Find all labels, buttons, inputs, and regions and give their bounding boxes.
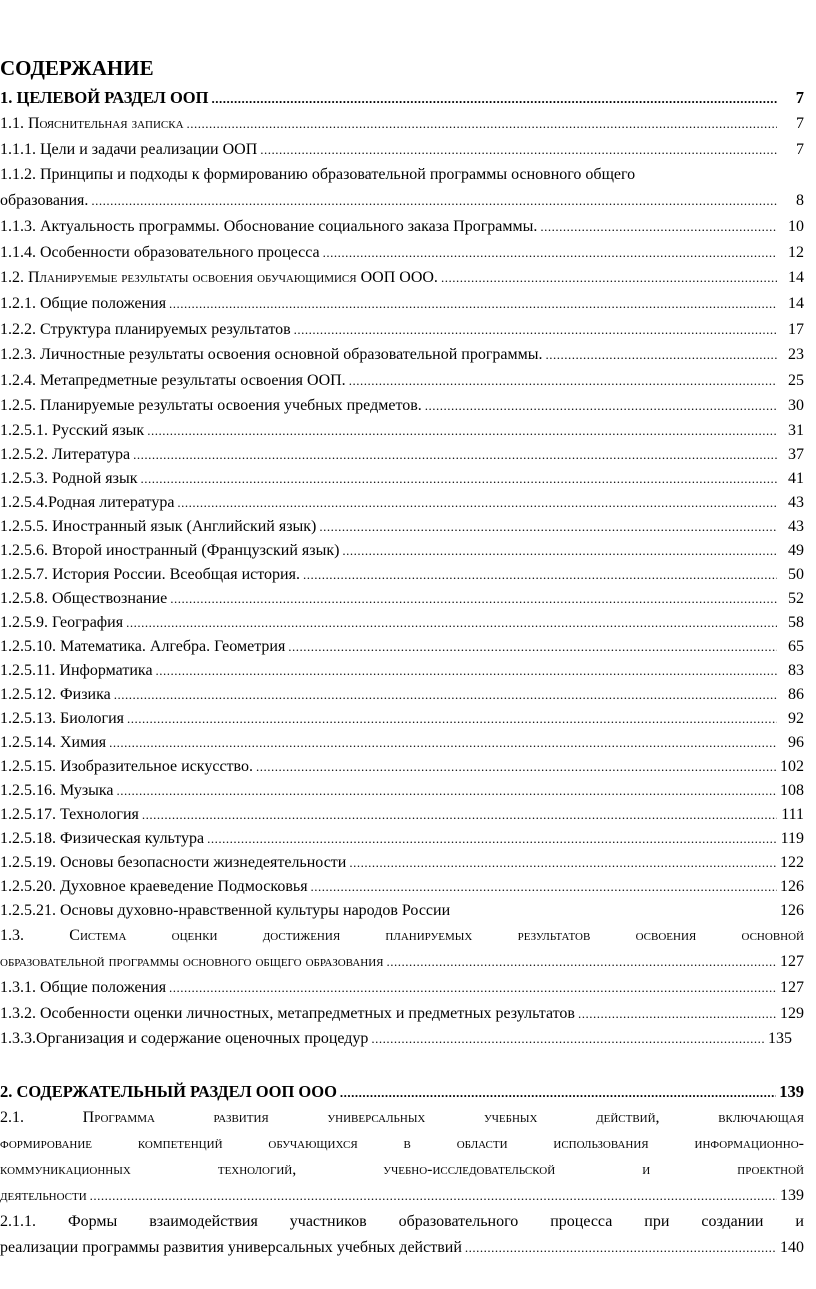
toc-leader [387,949,778,975]
toc-entry-page: 37 [788,445,804,463]
toc-entry[interactable] [0,1001,804,1027]
toc-entry-title: 1.3.2. Особенности оценки личностных, метапредметных и предметных результатов [0,1004,575,1022]
toc-entry-page: 119 [780,829,804,847]
toc-entry-page: 43 [788,493,804,511]
toc-leader [156,659,777,683]
toc-leader [349,851,777,875]
toc-entry-title: 1.2.5.5. Иностранный язык (Английский язык) [0,517,317,535]
toc-entry-title: 1.1.4. Особенности образовательного процесса [0,243,320,261]
toc-leader [187,111,777,137]
toc-leader [170,587,777,611]
toc-entry-title: 1.2.5.3. Родной язык [0,469,138,487]
toc-entry-title-line [0,162,804,188]
toc-entry-page: 127 [780,952,804,970]
toc-leader [323,240,777,266]
toc-leader [91,188,777,214]
toc-entry[interactable] [0,731,804,755]
toc-leader [311,875,777,899]
toc-entry-page: 135 [768,1030,792,1048]
toc-entry[interactable] [0,419,804,443]
toc-entry-last-line [0,1235,804,1261]
toc-entry-page: 7 [795,88,804,107]
toc-entry-page: 14 [788,269,804,287]
toc-entry-page: 65 [788,637,804,655]
toc-entry[interactable] [0,291,804,317]
toc-entry[interactable] [0,491,804,515]
toc-entry-title: 1.1.2. Принципы и подходы к формированию образовательной программы основного общего [0,166,636,184]
toc-entry[interactable] [0,368,804,394]
toc-entry-title: образования. [0,192,89,210]
toc-entry-title: 1.3.3.Организация и содержание оценочных процедур [0,1030,369,1048]
toc-entry[interactable] [0,875,804,899]
toc-entry[interactable] [0,899,804,923]
toc-entry-title: 1.2.5.13. Биология [0,709,125,727]
toc-entry-page: 129 [780,1004,804,1022]
toc-leader [540,214,777,240]
toc-entry[interactable] [0,683,804,707]
toc-leader [340,1079,776,1105]
toc-entry-page: 126 [780,901,804,919]
toc-leader [169,975,777,1001]
toc-entry-page: 49 [788,541,804,559]
toc-entry[interactable] [0,827,804,851]
toc-entry-page: 108 [780,781,804,799]
toc-entry-last-line [0,188,804,214]
toc-entry[interactable] [0,707,804,731]
toc-entry-title: 1.2.5.8. Обществознание [0,589,168,607]
toc-leader [319,515,777,539]
toc-entry-title: 1.2.3. Личностные результаты освоения основной образовательной программы. [0,346,543,364]
toc-entry-page: 7 [796,140,804,158]
toc-leader [578,1001,777,1027]
toc-entry[interactable] [0,563,804,587]
toc-entry-title: 1.2.1. Общие положения [0,294,167,312]
toc-entry-page: 126 [780,877,804,895]
toc-entry-title: 1.2.5.10. Математика. Алгебра. Геометрия [0,637,286,655]
toc-entry-title: реализации программы развития универсальных учебных действий [0,1238,462,1256]
toc-entry[interactable] [0,214,804,240]
toc-entry[interactable] [0,317,804,343]
toc-entry-page: 122 [780,853,804,871]
toc-entry[interactable] [0,137,804,163]
toc-entry-title: 1.2.5.6. Второй иностранный (Французский язык) [0,541,340,559]
toc-entry-title-line [0,1157,804,1183]
toc-entry-title: 1.2.5. Планируемые результаты освоения учебных предметов. [0,397,422,415]
toc-entry-title: 1.2.5.4.Родная литература [0,493,175,511]
toc-entry[interactable] [0,755,804,779]
toc-entry-page: 52 [788,589,804,607]
toc-entry-page: 83 [788,661,804,679]
toc-entry[interactable] [0,779,804,803]
toc-entry-title: 1.2.5.7. История России. Всеобщая история. [0,565,300,583]
toc-entry-page: 43 [788,517,804,535]
toc-entry-title: 2.1. Программа развития универсальных учебных действий, включающая [0,1108,804,1126]
toc-entry[interactable] [0,1078,804,1105]
toc-entry-title: 1.2.5.1. Русский язык [0,421,145,439]
toc-entry-title-line [0,1105,804,1131]
toc-entry-page: 17 [788,320,804,338]
toc-entry-title: 2.1.1. Формы взаимодействия участников образовательного процесса при создании и [0,1212,804,1230]
toc-entry-title: 1.2.5.11. Информатика [0,661,153,679]
toc-entry-title: 1.2.5.19. Основы безопасности жизнедеятельности [0,853,347,871]
toc-entry-page: 23 [788,346,804,364]
toc-entry-page: 7 [796,115,804,132]
toc-leader [133,443,777,467]
toc-entry-title: 1.2.4. Метапредметные результаты освоения ООП. [0,371,346,389]
toc-entry[interactable] [0,975,804,1001]
toc-leader [256,755,777,779]
toc-entry-title: 1.2.5.18. Физическая культура [0,829,205,847]
toc-entry-page: 86 [788,685,804,703]
toc-entry-title: 1.1.3. Актуальность программы. Обоснование социального заказа Программы. [0,218,538,236]
toc-entry-title: коммуникационных технологий, учебно-исследовательской и проектной [0,1160,804,1178]
toc-entry[interactable] [0,515,804,539]
toc-entry[interactable] [0,265,804,291]
toc-leader [303,563,777,587]
toc-entry-page: 127 [780,978,804,996]
toc-entry[interactable] [0,659,804,683]
toc-entry[interactable] [0,539,804,563]
toc-entry-page: 92 [788,709,804,727]
toc-entry-last-line [0,1183,804,1209]
toc-entry-page: 30 [788,397,804,415]
toc-entry-title: 1. ЦЕЛЕВОЙ РАЗДЕЛ ООП [0,88,209,107]
toc-entry-title: 1.2.5.14. Химия [0,733,107,751]
toc-entry-page: 111 [781,805,804,823]
toc-entry[interactable] [0,393,804,419]
toc-entry-page: 31 [788,421,804,439]
toc-entry-title: 1.2.5.2. Литература [0,445,131,463]
toc-entry-title: 1.2.5.17. Технология [0,805,139,823]
toc-entry-multiline[interactable] [0,1209,804,1261]
toc-entry-last-line [0,949,804,975]
toc-entry-title: 1.2.5.12. Физика [0,685,111,703]
toc-leader [441,265,777,291]
toc-entry-title: 1.3. Система оценки достижения планируемых результатов освоения основной [0,926,804,944]
toc-entry-page: 8 [796,192,804,210]
toc-entry-title: 1.2.5.15. Изобразительное искусство. [0,757,253,775]
toc-entry-page: 58 [788,613,804,631]
toc-entry-page: 102 [780,757,804,775]
page-title: СОДЕРЖАНИЕ [0,56,154,80]
toc-entry[interactable] [0,1026,804,1052]
toc-entry-title: 1.1.1. Цели и задачи реализации ООП [0,140,258,158]
toc-leader [127,707,777,731]
toc-leader [141,467,777,491]
toc-entry[interactable] [0,587,804,611]
toc-entry-multiline[interactable] [0,923,804,975]
toc-entry-page: 14 [788,294,804,312]
toc-entry-multiline[interactable] [0,162,804,214]
toc-entry[interactable] [0,84,804,111]
toc-leader [349,368,777,394]
toc-entry-page: 140 [780,1238,804,1256]
toc-entry-title-line [0,923,804,949]
toc-entry[interactable] [0,240,804,266]
toc-entry[interactable] [0,803,804,827]
toc-leader [169,291,777,317]
toc-entry-multiline[interactable] [0,1105,804,1209]
toc-entry-title: 1.3.1. Общие положения [0,978,167,996]
toc-entry-title: 1.2.5.21. Основы духовно-нравственной культуры народов России [0,901,451,919]
toc-leader [109,731,777,755]
toc-entry-page: 10 [788,218,804,236]
toc-entry-title: 1.2. Планируемые результаты освоения обучающимися ООП ООО. [0,269,438,287]
toc-entry-title: деятельности [0,1186,87,1204]
toc-leader [288,635,777,659]
toc-leader [114,683,777,707]
toc-entry[interactable] [0,851,804,875]
toc-entry-title: 1.2.2. Структура планируемых результатов [0,320,291,338]
toc-leader [90,1183,777,1209]
toc-leader [207,827,777,851]
toc-leader [425,393,777,419]
toc-entry-page: 50 [788,565,804,583]
toc-entry[interactable] [0,611,804,635]
toc-leader [177,491,777,515]
toc-entry[interactable] [0,467,804,491]
toc-leader [465,1235,777,1261]
toc-entry-title: 1.2.5.20. Духовное краеведение Подмосковья [0,877,308,895]
toc-entry-page: 96 [788,733,804,751]
toc-entry-title: 2. СОДЕРЖАТЕЛЬНЫЙ РАЗДЕЛ ООП ООО [0,1081,337,1101]
toc-entry-title: образовательной программы основного общего образования [0,952,384,970]
toc-entry-title: 1.2.5.9. География [0,613,124,631]
toc-leader [142,803,777,827]
toc-entry-page: 139 [780,1186,804,1204]
toc-leader [294,317,777,343]
toc-leader [211,85,777,111]
toc-entry[interactable] [0,111,804,137]
toc-entry-title: формирование компетенций обучающихся в области использования информационно- [0,1134,804,1152]
toc-leader [126,611,777,635]
toc-entry[interactable] [0,342,804,368]
toc-entry[interactable] [0,635,804,659]
toc-entry-page: 41 [788,469,804,487]
toc-entry-title: 1.1. Пояснительная записка [0,115,184,132]
toc-leader [371,1026,765,1052]
toc-leader [546,342,778,368]
toc-entry-title-line [0,1209,804,1235]
toc-entry[interactable] [0,443,804,467]
toc-leader [342,539,777,563]
table-of-contents [0,84,804,1261]
toc-entry-page: 12 [788,243,804,261]
toc-entry-page: 25 [788,371,804,389]
section-gap [0,1052,804,1078]
toc-leader [260,137,777,163]
toc-entry-title-line [0,1131,804,1157]
toc-leader [147,419,777,443]
toc-entry-title: 1.2.5.16. Музыка [0,781,114,799]
toc-leader [117,779,777,803]
toc-entry-page: 139 [779,1081,804,1101]
